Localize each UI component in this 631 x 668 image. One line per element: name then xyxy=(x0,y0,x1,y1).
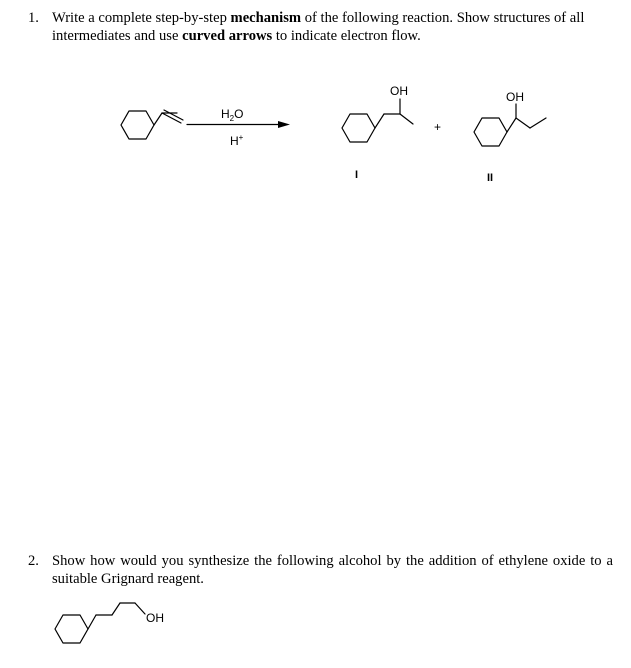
target-alcohol-structure xyxy=(55,603,145,643)
product-2-number: II xyxy=(487,172,494,184)
product-1-structure xyxy=(342,99,413,142)
cyclohexane-ring-product-1 xyxy=(342,114,375,142)
product-1-oh-label: OH xyxy=(390,84,408,98)
product-2-oh-label: OH xyxy=(506,90,524,104)
question-2-number: 2. xyxy=(28,553,39,569)
cyclohexane-ring-target xyxy=(55,615,88,643)
question-1-number: 1. xyxy=(28,10,39,26)
starting-alkene-structure xyxy=(121,110,183,139)
reagent-water: $H_2O$ xyxy=(221,107,244,123)
reaction-arrow xyxy=(187,121,290,128)
cyclohexane-ring-reactant xyxy=(121,111,154,139)
question-1-text-c: of the following reaction. Show structures of all intermediates and use xyxy=(52,10,585,44)
product-1-number: I xyxy=(355,169,359,181)
cyclohexane-ring-product-2 xyxy=(474,118,507,146)
question-1-text-a: Write a complete step-by-step xyxy=(52,10,231,26)
plus-sign: + xyxy=(434,120,442,134)
reagent-acid: H+ xyxy=(230,133,244,148)
question-1-keyword-mechanism: mechanism xyxy=(230,10,302,26)
question-2-text: Show how would you synthesize the following alcohol by the addition of ethylene oxide to a suitable Grignard reagent. xyxy=(52,553,613,587)
question-1-text-e: to indicate electron flow. xyxy=(272,27,421,44)
question-1-keyword-curved-arrows: curved arrows xyxy=(182,27,273,44)
target-oh-label: OH xyxy=(146,611,164,625)
product-2-structure xyxy=(474,104,546,146)
